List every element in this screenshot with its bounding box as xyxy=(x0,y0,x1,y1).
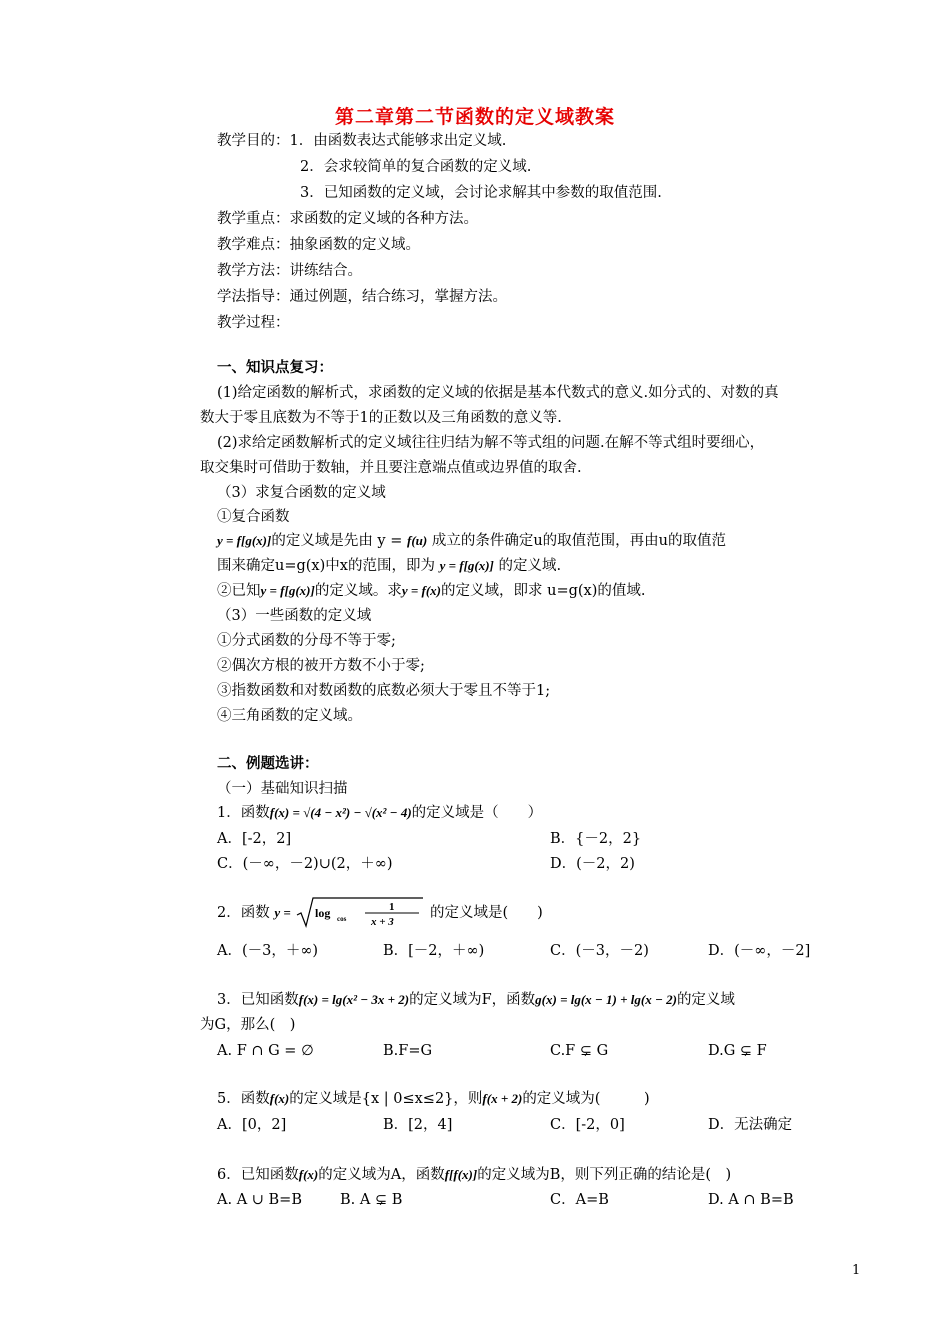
q2-log-base: cos xyxy=(337,915,347,923)
q6-option-a: A. A ∪ B=B xyxy=(217,1192,302,1208)
teaching-goals xyxy=(217,131,506,151)
formula-y-fgx-2: y = f[g(x)] xyxy=(439,558,494,573)
q6-formula-2: f[f(x)] xyxy=(444,1167,478,1182)
q1-option-a: A．[-2，2] xyxy=(217,831,292,847)
page-title: 第二章第二节函数的定义域教案 xyxy=(334,106,615,128)
q5-mid: 的定义域是{x | 0≤x≤2}，则 xyxy=(289,1091,483,1107)
q2-frac-bottom: x + 3 xyxy=(371,916,395,928)
goal-2: 2．会求较简单的复合函数的定义域. xyxy=(300,159,532,175)
q2-option-b: B．[－2，＋∞) xyxy=(383,943,485,959)
q3-line2: 为G，那么( ) xyxy=(200,1017,296,1033)
p3: （3）求复合函数的定义域 xyxy=(217,485,386,501)
c2-text3: 的定义域，即求 u=g(x)的值域. xyxy=(441,583,646,599)
c2-line xyxy=(217,581,645,601)
q3-option-b: B.F=G xyxy=(383,1043,433,1059)
goals-label: 教学目的： xyxy=(217,133,290,149)
p2-line1: (2)求给定函数解析式的定义域往往归结为解不等式组的问题.在解不等式组时要细心， xyxy=(217,435,765,451)
c1-label: ①复合函数 xyxy=(217,509,290,525)
q3-option-a: A. F ∩ G = ∅ xyxy=(217,1043,314,1059)
question-2 xyxy=(217,896,543,930)
q3-suffix: 的定义域 xyxy=(676,992,735,1008)
question-3 xyxy=(217,990,735,1010)
goal-1: 1．由函数表达式能够求出定义域. xyxy=(289,133,507,149)
q2-prefix: 2．函数 xyxy=(217,905,275,921)
c1-line xyxy=(217,531,726,551)
c1-text3: 围来确定u=g(x)中x的范围，即为 xyxy=(217,558,440,574)
question-6 xyxy=(217,1165,731,1185)
q3-option-d: D.G ⊊ F xyxy=(708,1043,767,1059)
q5-suffix: 的定义域为( ) xyxy=(522,1091,650,1107)
q1-prefix: 1．函数 xyxy=(217,805,270,821)
c2-text2: 的定义域。求 xyxy=(314,583,402,599)
q6-formula-1: f(x) xyxy=(298,1167,319,1182)
q2-option-a: A．(－3，＋∞) xyxy=(217,943,319,959)
q5-option-c: C．[-2，0] xyxy=(550,1117,625,1133)
q3-mid: 的定义域为F，函数 xyxy=(409,992,536,1008)
c1-line2 xyxy=(217,556,561,576)
q3-formula-f: f(x) = lg(x² − 3x + 2) xyxy=(298,992,410,1007)
p1-line1: (1)给定函数的解析式，求函数的定义域的依据是基本代数式的意义.如分式的、对数的真 xyxy=(217,385,779,401)
section2-sub: （一）基础知识扫描 xyxy=(217,781,348,797)
q6-option-d: D. A ∩ B=B xyxy=(708,1192,794,1208)
difficulty: 教学难点：抽象函数的定义域。 xyxy=(217,237,420,253)
q2-y: y = xyxy=(274,905,291,920)
section2-heading: 二、例题选讲： xyxy=(217,755,319,772)
q1-formula: f(x) = √(4 − x²) − √(x² − 4) xyxy=(269,805,412,820)
q1-option-c: C．(－∞，－2)∪(2，＋∞) xyxy=(217,856,393,872)
q6-prefix: 6．已知函数 xyxy=(217,1167,299,1183)
q1-option-b: B．{－2，2} xyxy=(550,831,642,847)
method: 教学方法：讲练结合。 xyxy=(217,263,362,279)
q1-suffix: 的定义域是（ ） xyxy=(411,805,543,821)
q6-mid: 的定义域为A，函数 xyxy=(318,1167,445,1183)
c1-text1: 的定义域是先由 y = xyxy=(271,533,407,549)
formula-y-fgx-3: y = f[g(x)] xyxy=(260,583,315,598)
q3-option-c: C.F ⊊ G xyxy=(550,1043,609,1059)
d3: ③指数函数和对数函数的底数必须大于零且不等于1; xyxy=(217,683,551,699)
question-1 xyxy=(217,803,542,823)
q2-option-d: D．(－∞，－2] xyxy=(708,943,811,959)
q2-suffix: 的定义域是( ) xyxy=(430,905,543,921)
q2-option-c: C．(－3，－2) xyxy=(550,943,649,959)
q2-frac-top: 1 xyxy=(389,901,395,913)
q1-option-d: D．(－2，2) xyxy=(550,856,635,872)
q5-option-b: B．[2，4] xyxy=(383,1117,453,1133)
q5-prefix: 5．函数 xyxy=(217,1091,270,1107)
question-5 xyxy=(217,1089,650,1109)
d1: ①分式函数的分母不等于零; xyxy=(217,633,396,649)
q2-log: log xyxy=(315,906,331,920)
c1-text4: 的定义域. xyxy=(493,558,562,574)
formula-fu: f(u) xyxy=(407,533,428,548)
d4: ④三角函数的定义域。 xyxy=(217,708,362,724)
c1-text2: 成立的条件确定u的取值范围，再由u的取值范 xyxy=(427,533,727,549)
d2: ②偶次方根的被开方数不小于零; xyxy=(217,658,425,674)
q3-formula-g: g(x) = lg(x − 1) + lg(x − 2) xyxy=(535,992,677,1007)
q5-formula-1: f(x) xyxy=(269,1091,290,1106)
formula-y-fx: y = f(x) xyxy=(401,583,441,598)
q5-option-a: A．[0，2] xyxy=(217,1117,287,1133)
p2-line2: 取交集时可借助于数轴，并且要注意端点值或边界值的取舍. xyxy=(200,460,582,476)
q6-option-b: B. A ⊊ B xyxy=(340,1192,403,1208)
formula-y-fgx: y = f[g(x)] xyxy=(217,533,272,548)
p1-line2: 数大于零且底数为不等于1的正数以及三角函数的意义等. xyxy=(200,410,562,426)
q5-formula-2: f(x + 2) xyxy=(482,1091,523,1106)
q3-prefix: 3．已知函数 xyxy=(217,992,299,1008)
q6-option-c: C．A=B xyxy=(550,1192,609,1208)
goal-3: 3．已知函数的定义域，会讨论求解其中参数的取值范围. xyxy=(300,185,662,201)
page-number: 1 xyxy=(852,1263,861,1278)
key-point: 教学重点：求函数的定义域的各种方法。 xyxy=(217,211,478,227)
process: 教学过程： xyxy=(217,315,290,331)
guidance: 学法指导：通过例题，结合练习，掌握方法。 xyxy=(217,289,507,305)
c2-text1: ②已知 xyxy=(217,583,261,599)
section1-heading: 一、知识点复习： xyxy=(217,359,333,376)
q2-sqrt-log-formula xyxy=(295,896,425,930)
p4: （3）一些函数的定义域 xyxy=(217,608,372,624)
q5-option-d: D．无法确定 xyxy=(708,1117,793,1133)
q6-suffix: 的定义域为B，则下列正确的结论是( ) xyxy=(477,1167,732,1183)
